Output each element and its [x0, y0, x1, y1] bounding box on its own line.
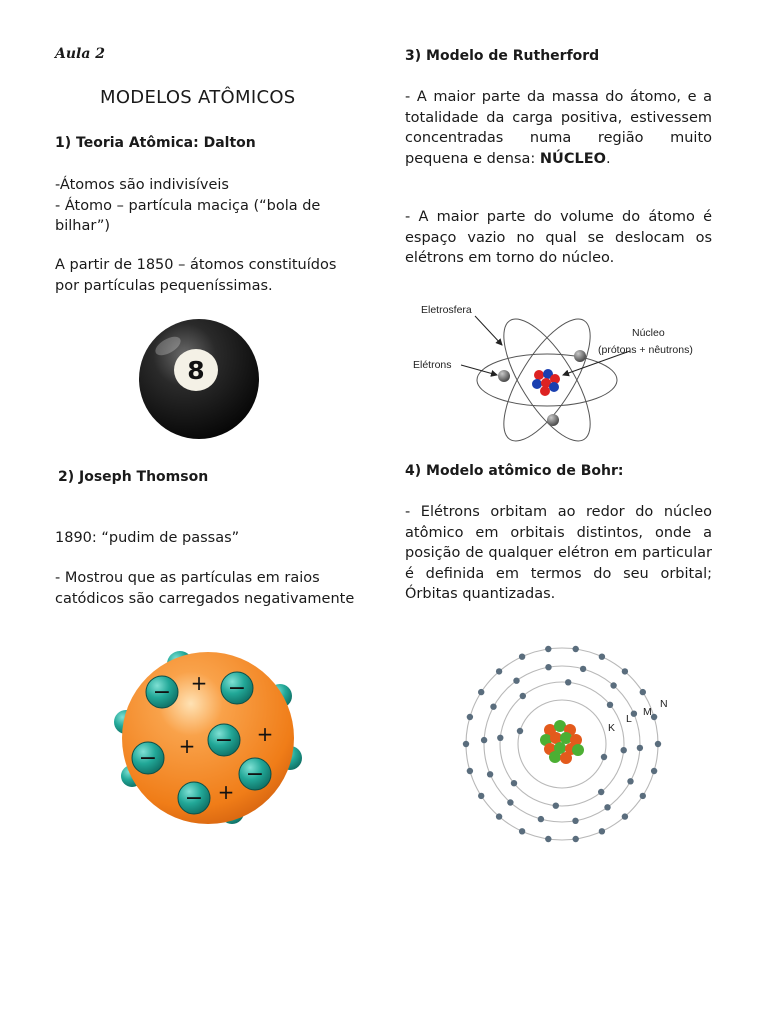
- bohr-electron: [481, 737, 487, 743]
- bohr-electron: [519, 828, 525, 834]
- bohr-electron: [573, 836, 579, 842]
- thomson-line-2: - Mostrou que as partículas em raios catódicos são carregados negativamente: [55, 570, 355, 607]
- bohr-electron: [572, 818, 578, 824]
- svg-text:+: +: [256, 722, 274, 746]
- bohr-electron: [598, 789, 604, 795]
- bohr-electron: [573, 646, 579, 652]
- bohr-electron: [553, 803, 559, 809]
- label-eletrons: Elétrons: [413, 359, 452, 371]
- bohr-nucleus: [540, 720, 584, 764]
- bohr-diagram: [450, 658, 680, 848]
- plum-pudding-model-image: [112, 652, 302, 824]
- shell-label-l: L: [626, 713, 632, 725]
- svg-text:+: +: [217, 780, 235, 804]
- bohr-electron: [490, 704, 496, 710]
- bohr-electron: [655, 741, 661, 747]
- bohr-electron: [599, 654, 605, 660]
- rutherford-paragraph-2: - A maior parte do volume do átomo é espaço vazio no qual se deslocam os elétrons em torno do núcleo.: [405, 209, 712, 266]
- bohr-electron: [507, 799, 513, 805]
- bohr-electron: [599, 828, 605, 834]
- bohr-electron: [478, 793, 484, 799]
- bohr-electron: [519, 654, 525, 660]
- bohr-electron: [640, 793, 646, 799]
- svg-text:−: −: [245, 762, 265, 787]
- thomson-heading: 2) Joseph Thomson: [58, 469, 209, 485]
- bohr-electron: [637, 745, 643, 751]
- svg-text:−: −: [152, 680, 172, 705]
- dalton-bullet-1: -Átomos são indivisíveis: [55, 177, 229, 193]
- shell-label-n: N: [660, 698, 668, 710]
- thomson-line-1: 1890: “pudim de passas”: [55, 530, 240, 546]
- ball-number: 8: [187, 356, 205, 385]
- bohr-electron: [463, 741, 469, 747]
- bohr-electron: [622, 668, 628, 674]
- dalton-paragraph: A partir de 1850 – átomos constituídos por partículas pequeníssimas.: [55, 257, 337, 294]
- bohr-electron: [517, 728, 523, 734]
- bohr-electron: [565, 679, 571, 685]
- bohr-heading: 4) Modelo atômico de Bohr:: [405, 463, 624, 479]
- bohr-electron: [627, 778, 633, 784]
- bohr-electron: [513, 678, 519, 684]
- bohr-electron: [520, 693, 526, 699]
- bohr-electron: [496, 813, 502, 819]
- svg-text:+: +: [190, 671, 208, 695]
- rutherford-heading: 3) Modelo de Rutherford: [405, 48, 600, 64]
- nucleo-bold: NÚCLEO: [539, 150, 606, 167]
- svg-text:−: −: [214, 728, 234, 753]
- bohr-electron: [545, 646, 551, 652]
- bohr-electron: [610, 682, 616, 688]
- bohr-electron: [580, 666, 586, 672]
- bohr-electron: [607, 702, 613, 708]
- rutherford-p1-end: .: [605, 150, 611, 167]
- bohr-electron: [511, 780, 517, 786]
- label-nucleo-sub: (prótons + nêutrons): [598, 344, 693, 356]
- shell-label-m: M: [643, 706, 652, 718]
- bohr-electron: [487, 771, 493, 777]
- svg-text:−: −: [138, 746, 158, 771]
- bohr-electron: [545, 836, 551, 842]
- bohr-electron: [496, 668, 502, 674]
- bohr-electron: [604, 804, 610, 810]
- billiard-ball-image: [138, 318, 260, 434]
- svg-text:−: −: [227, 676, 247, 701]
- bohr-electron: [622, 813, 628, 819]
- bohr-electron: [478, 689, 484, 695]
- rutherford-nucleus: [532, 369, 560, 396]
- rutherford-p1-text: - A maior parte da massa do átomo, e a totalidade da carga positiva, estivessem concentradas numa região muito pequena e densa:: [405, 89, 712, 167]
- dalton-bullets: [55, 175, 355, 237]
- shell-label-k: K: [608, 722, 616, 734]
- rutherford-paragraph-1: [405, 87, 712, 169]
- bohr-electron: [601, 754, 607, 760]
- dalton-heading: 1) Teoria Atômica: Dalton: [55, 135, 256, 151]
- label-nucleo: Núcleo: [632, 327, 665, 339]
- svg-text:−: −: [184, 786, 204, 811]
- bohr-electron: [640, 689, 646, 695]
- bohr-paragraph: - Elétrons orbitam ao redor do núcleo atômico em orbitais distintos, onde a posição de qualquer elétron em particular é definida em termos do seu orbital; Órbitas quantizadas.: [405, 504, 712, 602]
- bohr-electron: [545, 664, 551, 670]
- svg-text:+: +: [178, 734, 196, 758]
- bohr-electron: [621, 747, 627, 753]
- label-eletrosfera: Eletrosfera: [421, 304, 472, 316]
- bohr-electron: [651, 714, 657, 720]
- bohr-electron: [651, 768, 657, 774]
- page-title: MODELOS ATÔMICOS: [100, 87, 296, 108]
- bohr-atom: [463, 646, 661, 842]
- rutherford-diagram: [405, 295, 717, 440]
- bohr-electron: [497, 735, 503, 741]
- bohr-electron: [538, 816, 544, 822]
- bohr-electron: [467, 714, 473, 720]
- lesson-label: Aula 2: [55, 46, 106, 62]
- bohr-electron: [467, 768, 473, 774]
- dalton-bullet-2: - Átomo – partícula maciça (“bola de bilhar”): [55, 197, 321, 234]
